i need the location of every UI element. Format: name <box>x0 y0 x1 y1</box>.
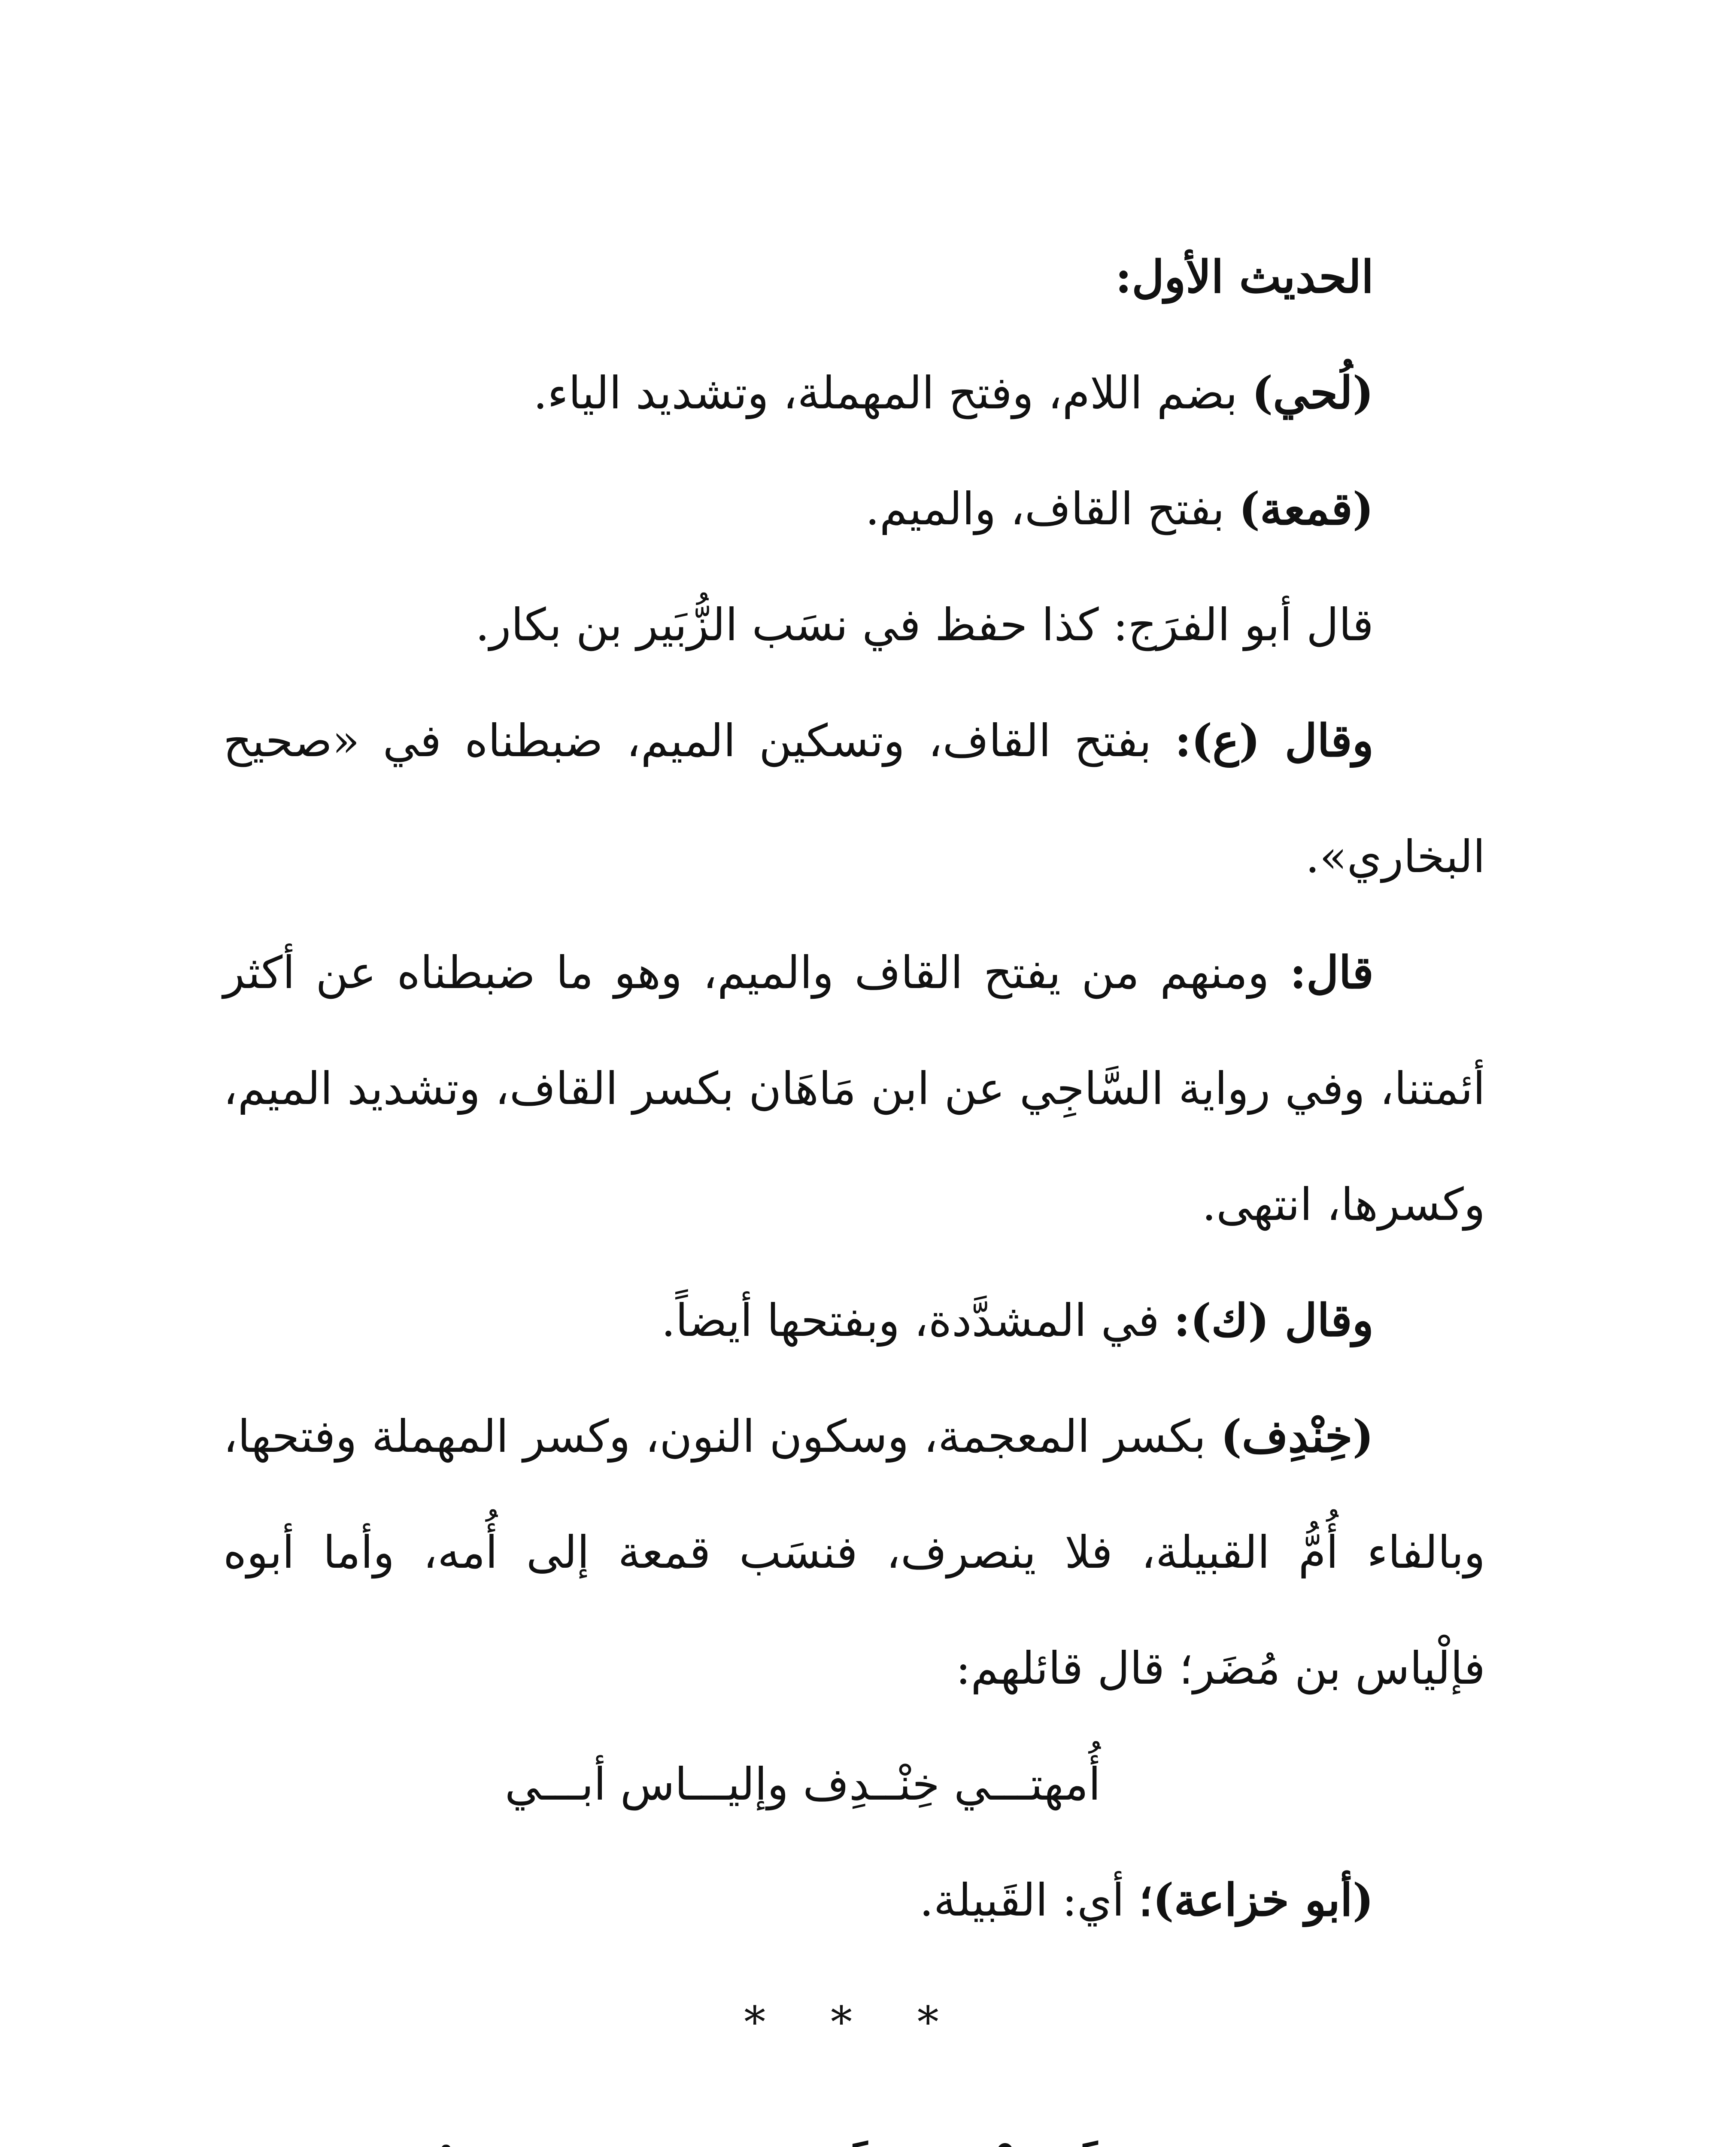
paragraph-qamaa <box>223 451 1485 567</box>
paragraph-luhay <box>223 335 1485 451</box>
lead-ayn: وقال (ع): <box>1175 714 1374 767</box>
section-heading: الحديث الأول: <box>1115 250 1374 303</box>
term-khindif: (خِنْدِف) <box>1220 1410 1374 1463</box>
paragraph-kaf <box>223 1262 1485 1378</box>
text-qal: ومنهم من يفتح القاف والميم، وهو ما ضبطناه عن أكثر أئمتنا، وفي رواية السَّاجِي عن ابن مَاهَان بكسر القاف، وتشديد الميم، وكسرها، انتهى. <box>223 946 1485 1231</box>
text-kaf: في المشدَّدة، وبفتحها أيضاً. <box>661 1294 1174 1347</box>
text-qamaa: بفتح القاف، والميم. <box>865 483 1239 535</box>
text-luhay: بضم اللام، وفتح المهملة، وتشديد الياء. <box>533 367 1252 419</box>
term-abu-khuzaa: (أبو خزاعة)؛ <box>1138 1873 1374 1926</box>
paragraph-abu-khuzaa <box>223 1842 1485 1958</box>
hadith-text <box>223 2121 1485 2147</box>
main-text <box>223 219 1485 2147</box>
text-abu-khuzaa: أي: القَبيلة. <box>919 1874 1139 1926</box>
paragraph-abu-alfaraj: قال أبو الفرَج: كذا حفظ في نسَب الزُّبَير بن بكار. <box>475 599 1374 651</box>
section-separator: * * * <box>744 1997 965 2047</box>
paragraph-qal <box>223 915 1485 1262</box>
poetry-verse: أُمهتـــي خِنْــدِف وإليـــاس أبـــي <box>504 1758 1101 1810</box>
text-khindif: بكسر المعجمة، وسكون النون، وكسر المهملة وفتحها، وبالفاء أُمُّ القبيلة، فلا ينصرف، فنسَب قمعة إلى أُمه، وأما أبوه فإلْياس بن مُضَر؛ قال قائلهم: <box>223 1410 1485 1694</box>
lead-qal: قال: <box>1290 946 1374 999</box>
lead-kaf: وقال (ك): <box>1174 1294 1374 1347</box>
paragraph-ayn <box>223 683 1485 915</box>
term-luhay: (لُحي) <box>1252 366 1374 419</box>
text-ayn: بفتح القاف، وتسكين الميم، ضبطناه في «صحيح البخاري». <box>223 715 1485 883</box>
term-qamaa: (قمعة) <box>1238 482 1374 535</box>
paragraph-khindif <box>223 1378 1485 1726</box>
